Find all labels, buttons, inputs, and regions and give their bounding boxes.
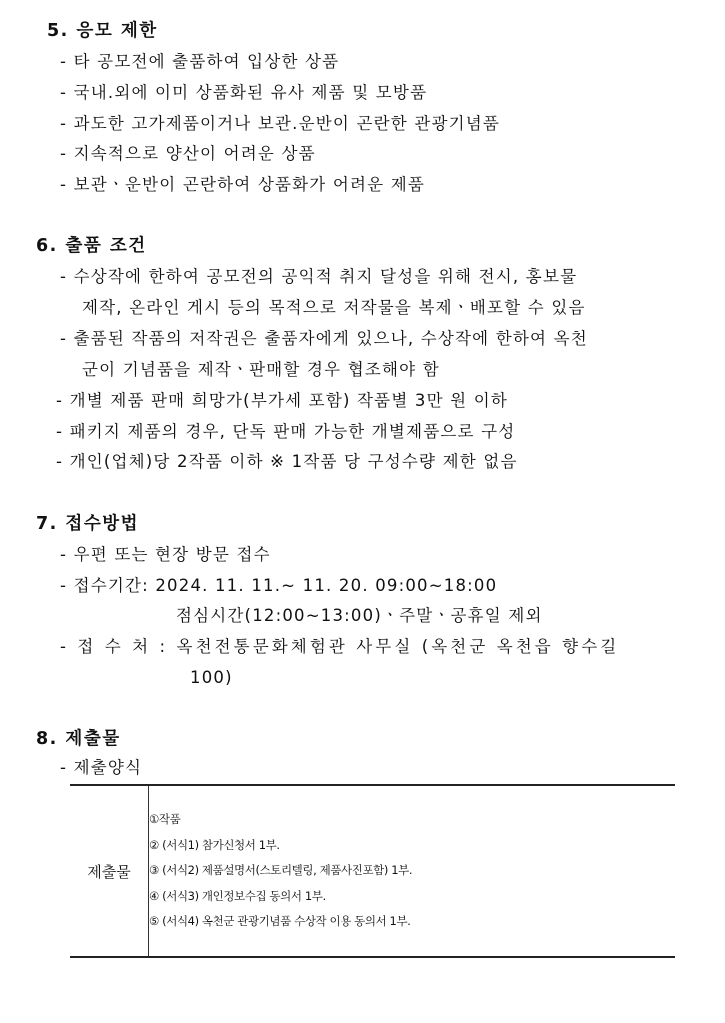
section-5-item: - 국내.외에 이미 상품화된 유사 제품 및 모방품 xyxy=(60,83,428,102)
section-6-item-continued: 제작, 온라인 게시 등의 목적으로 저작물을 복제ㆍ배포할 수 있음 xyxy=(82,298,586,317)
submission-item: ③ (서식2) 제품설명서(스토리텔링, 제품사진포함) 1부. xyxy=(149,863,413,878)
section-6-item: - 개인(업체)당 2작품 이하 ※ 1작품 당 구성수량 제한 없음 xyxy=(56,452,518,471)
section-5-item: - 타 공모전에 출품하여 입상한 상품 xyxy=(60,52,340,71)
submission-items-cell xyxy=(149,785,676,957)
section-7-item-continued: 점심시간(12:00~13:00)ㆍ주말ㆍ공휴일 제외 xyxy=(176,606,543,625)
section-7-item: - 접 수 처 : 옥천전통문화체험관 사무실 (옥천군 옥천읍 향수길 xyxy=(60,637,620,656)
section-7-item: - 우편 또는 현장 방문 접수 xyxy=(60,545,271,564)
section-5-item: - 과도한 고가제품이거나 보관.운반이 곤란한 관광기념품 xyxy=(60,114,501,133)
section-6-item: - 출품된 작품의 저작권은 출품자에게 있으나, 수상작에 한하여 옥천 xyxy=(60,329,588,348)
submission-item: ⑤ (서식4) 옥천군 관광기념품 수상작 이용 동의서 1부. xyxy=(149,914,411,929)
section-8-heading: 8. 제출물 xyxy=(36,729,121,749)
section-5-item: - 보관ㆍ운반이 곤란하여 상품화가 어려운 제품 xyxy=(60,175,426,194)
section-6-item: - 개별 제품 판매 희망가(부가세 포함) 작품별 3만 원 이하 xyxy=(56,391,509,410)
section-5-heading: 5. 응모 제한 xyxy=(47,21,158,41)
section-7-heading: 7. 접수방법 xyxy=(36,514,140,534)
submission-label: 제출물 xyxy=(70,785,149,957)
section-6-item: - 패키지 제품의 경우, 단독 판매 가능한 개별제품으로 구성 xyxy=(56,422,516,441)
section-6-item: - 수상작에 한하여 공모전의 공익적 취지 달성을 위해 전시, 홍보물 xyxy=(60,267,578,286)
submission-table xyxy=(70,784,675,958)
section-6-heading: 6. 출품 조건 xyxy=(36,236,147,256)
submission-item: ①작품 xyxy=(149,812,181,827)
submission-item: ② (서식1) 참가신청서 1부. xyxy=(149,837,280,852)
section-8-sub: - 제출양식 xyxy=(60,758,143,777)
submission-item: ④ (서식3) 개인정보수집 동의서 1부. xyxy=(149,888,326,903)
section-5-item: - 지속적으로 양산이 어려운 상품 xyxy=(60,144,316,163)
section-7-item: - 접수기간: 2024. 11. 11.~ 11. 20. 09:00~18:00 xyxy=(60,576,498,595)
section-7-item-continued: 100) xyxy=(190,668,233,687)
section-6-item-continued: 군이 기념품을 제작ㆍ판매할 경우 협조해야 함 xyxy=(82,360,440,379)
